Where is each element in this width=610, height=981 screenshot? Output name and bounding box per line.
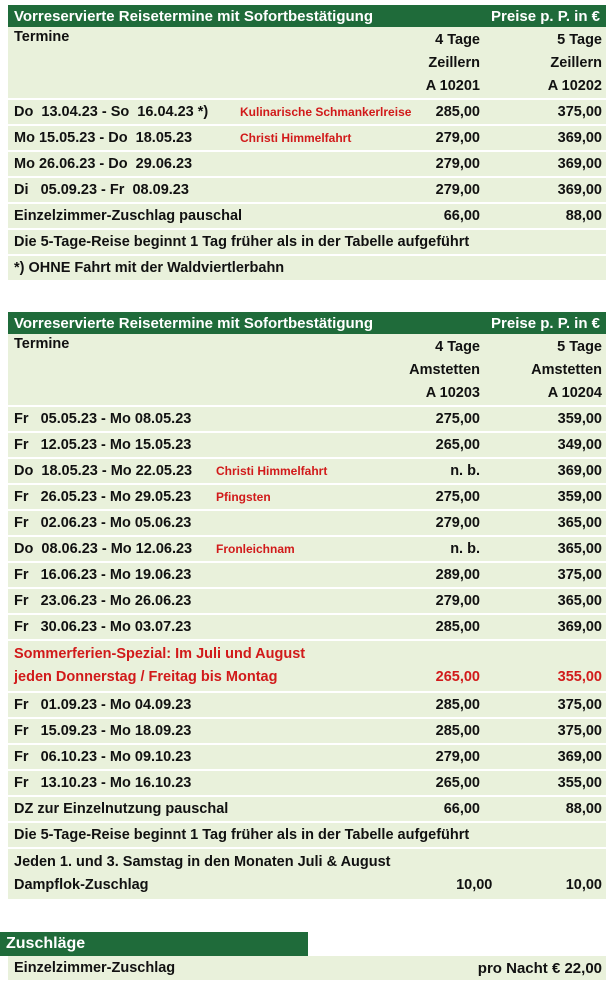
- special-price-5: 355,00: [557, 669, 602, 685]
- table-row: [8, 459, 606, 485]
- price-5-tage: 88,00: [565, 208, 602, 224]
- date-range: Do 13.04.23 - So 16.04.23 *): [14, 104, 209, 120]
- price-4-tage: 289,00: [435, 567, 480, 583]
- price-4-tage: 279,00: [435, 749, 480, 765]
- table-title: Vorreservierte Reisetermine mit Sofortbestätigung: [14, 314, 373, 332]
- table-row: [8, 152, 606, 178]
- price-unit-label: Preise p. P. in €: [491, 314, 600, 332]
- price-5-tage: 365,00: [557, 593, 602, 609]
- special-price-4: 265,00: [435, 669, 480, 685]
- col-5-tage: 5 Tage Amstetten A 10204: [531, 339, 602, 401]
- price-4-tage: n. b.: [450, 463, 480, 479]
- table-row: [8, 204, 606, 230]
- price-5-tage: 375,00: [557, 697, 602, 713]
- dampflok-price-5: 10,00: [565, 877, 602, 893]
- holiday-note: Christi Himmelfahrt: [216, 464, 328, 478]
- table-header: [8, 5, 606, 27]
- date-range: Fr 01.09.23 - Mo 04.09.23: [14, 697, 192, 713]
- price-4-tage: 285,00: [435, 104, 480, 120]
- date-range: Einzelzimmer-Zuschlag pauschal: [14, 208, 243, 224]
- date-range: Fr 16.06.23 - Mo 19.06.23: [14, 567, 192, 583]
- table-row: [8, 797, 606, 823]
- dampflok-row: [8, 849, 606, 901]
- date-range: Fr 15.09.23 - Mo 18.09.23: [14, 723, 192, 739]
- col-termine: Termine: [14, 336, 70, 352]
- price-5-tage: 369,00: [557, 156, 602, 172]
- price-5-tage: 359,00: [557, 489, 602, 505]
- table-row: [8, 563, 606, 589]
- date-range: Fr 30.06.23 - Mo 03.07.23: [14, 619, 192, 635]
- info-row: Die 5-Tage-Reise beginnt 1 Tag früher als in der Tabelle aufgeführt: [8, 823, 606, 849]
- date-range: Fr 26.05.23 - Mo 29.05.23: [14, 489, 192, 505]
- table-row: [8, 771, 606, 797]
- price-4-tage: 279,00: [435, 593, 480, 609]
- column-headers: [8, 334, 606, 407]
- holiday-note: Kulinarische Schmankerlreise: [240, 105, 412, 119]
- table-row: [8, 745, 606, 771]
- info-row: *) OHNE Fahrt mit der Waldviertlerbahn: [8, 256, 606, 282]
- price-table-amstetten: [8, 312, 606, 901]
- price-5-tage: 375,00: [557, 567, 602, 583]
- zuschlag-label: Einzelzimmer-Zuschlag: [14, 960, 176, 976]
- col-4-tage: 4 Tage Amstetten A 10203: [409, 339, 480, 401]
- special-line-1: Sommerferien-Spezial: Im Juli und August: [14, 646, 306, 662]
- price-table-zeillern: [8, 5, 606, 282]
- date-range: Do 18.05.23 - Mo 22.05.23: [14, 463, 193, 479]
- price-4-tage: 285,00: [435, 619, 480, 635]
- dampflok-line-2: Dampflok-Zuschlag: [14, 877, 149, 893]
- table-row: [8, 407, 606, 433]
- col-4-tage: 4 Tage Zeillern A 10201: [425, 32, 480, 94]
- price-5-tage: 369,00: [557, 749, 602, 765]
- date-range: DZ zur Einzelnutzung pauschal: [14, 801, 229, 817]
- table-row: [8, 511, 606, 537]
- date-range: Fr 23.06.23 - Mo 26.06.23: [14, 593, 192, 609]
- table-title: Vorreservierte Reisetermine mit Sofortbestätigung: [14, 7, 373, 25]
- price-4-tage: 66,00: [443, 801, 480, 817]
- holiday-note: Christi Himmelfahrt: [240, 131, 352, 145]
- price-5-tage: 369,00: [557, 130, 602, 146]
- date-range: Fr 02.06.23 - Mo 05.06.23: [14, 515, 192, 531]
- table-row: [8, 433, 606, 459]
- price-5-tage: 375,00: [557, 104, 602, 120]
- table-row: [8, 615, 606, 641]
- price-unit-label: Preise p. P. in €: [491, 7, 600, 25]
- price-4-tage: 279,00: [435, 130, 480, 146]
- date-range: Do 08.06.23 - Mo 12.06.23: [14, 541, 193, 557]
- price-5-tage: 365,00: [557, 541, 602, 557]
- date-range: Fr 13.10.23 - Mo 16.10.23: [14, 775, 192, 791]
- date-range: Mo 26.06.23 - Do 29.06.23: [14, 156, 193, 172]
- date-range: Fr 06.10.23 - Mo 09.10.23: [14, 749, 192, 765]
- price-4-tage: 285,00: [435, 723, 480, 739]
- column-headers: [8, 27, 606, 100]
- price-4-tage: 279,00: [435, 515, 480, 531]
- price-5-tage: 355,00: [557, 775, 602, 791]
- price-5-tage: 369,00: [557, 463, 602, 479]
- price-5-tage: 369,00: [557, 619, 602, 635]
- price-5-tage: 88,00: [565, 801, 602, 817]
- date-range: Fr 05.05.23 - Mo 08.05.23: [14, 411, 192, 427]
- special-line-2: jeden Donnerstag / Freitag bis Montag: [14, 669, 278, 685]
- table-row: [8, 719, 606, 745]
- table-row: [8, 537, 606, 563]
- dampflok-price-4: 10,00: [456, 877, 493, 893]
- price-4-tage: 275,00: [435, 411, 480, 427]
- table-row: [8, 589, 606, 615]
- price-4-tage: 285,00: [435, 697, 480, 713]
- date-range: Di 05.09.23 - Fr 08.09.23: [14, 182, 189, 198]
- date-range: Fr 12.05.23 - Mo 15.05.23: [14, 437, 192, 453]
- special-offer-row: [8, 641, 606, 693]
- col-5-tage: 5 Tage Zeillern A 10202: [547, 32, 602, 94]
- table-row: [8, 693, 606, 719]
- table-row: [8, 178, 606, 204]
- zuschlag-value: pro Nacht € 22,00: [477, 959, 602, 977]
- zuschlaege-header: Zuschläge: [0, 932, 308, 956]
- zuschlaege-row: [8, 956, 606, 980]
- price-5-tage: 369,00: [557, 182, 602, 198]
- price-5-tage: 365,00: [557, 515, 602, 531]
- price-4-tage: 275,00: [435, 489, 480, 505]
- holiday-note: Fronleichnam: [216, 542, 295, 556]
- price-4-tage: 265,00: [435, 437, 480, 453]
- info-row: Die 5-Tage-Reise beginnt 1 Tag früher als in der Tabelle aufgeführt: [8, 230, 606, 256]
- price-4-tage: 279,00: [435, 156, 480, 172]
- price-4-tage: n. b.: [450, 541, 480, 557]
- price-5-tage: 349,00: [557, 437, 602, 453]
- price-4-tage: 265,00: [435, 775, 480, 791]
- dampflok-line-1: Jeden 1. und 3. Samstag in den Monaten Juli & August: [14, 854, 391, 870]
- price-4-tage: 279,00: [435, 182, 480, 198]
- table-row: [8, 485, 606, 511]
- col-termine: Termine: [14, 29, 70, 45]
- date-range: Mo 15.05.23 - Do 18.05.23: [14, 130, 193, 146]
- table-row: [8, 126, 606, 152]
- price-4-tage: 66,00: [443, 208, 480, 224]
- holiday-note: Pfingsten: [216, 490, 271, 504]
- table-header: [8, 312, 606, 334]
- table-row: [8, 100, 606, 126]
- price-5-tage: 375,00: [557, 723, 602, 739]
- price-5-tage: 359,00: [557, 411, 602, 427]
